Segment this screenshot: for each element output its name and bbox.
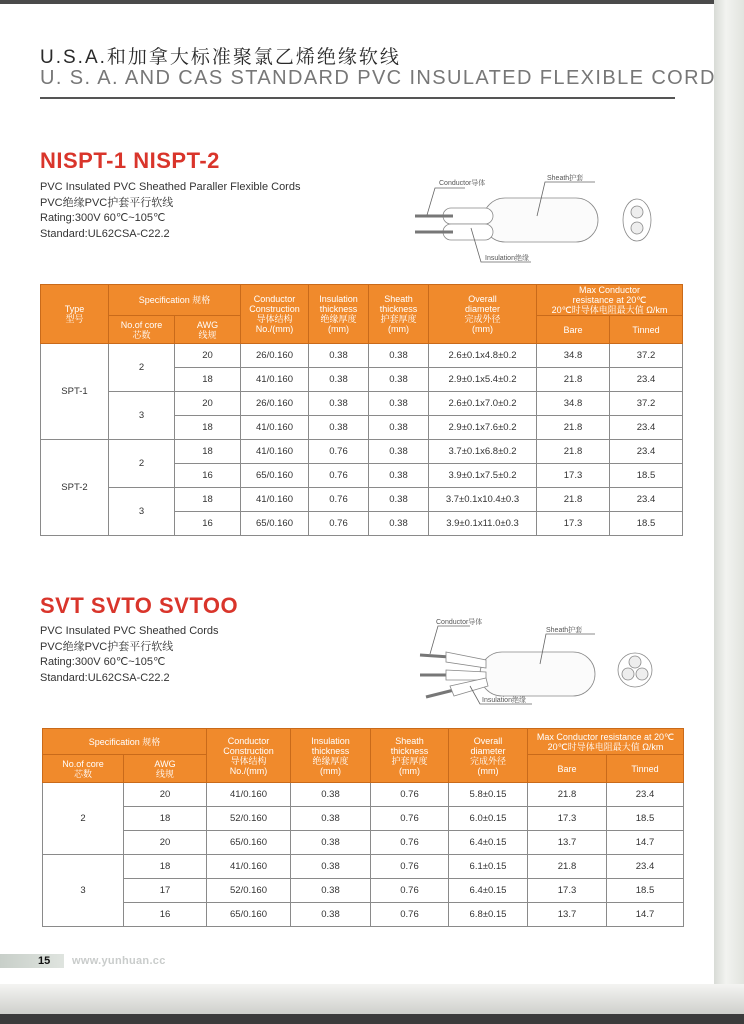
cell-diameter: 3.7±0.1x6.8±0.2 xyxy=(429,440,537,464)
cell-bare: 21.8 xyxy=(537,368,610,392)
cell-diameter: 5.8±0.15 xyxy=(449,783,528,807)
page-title-en: U. S. A. AND CAS STANDARD PVC INSULATED FLEXIBLE CORD xyxy=(40,67,716,89)
cell-conductor: 41/0.160 xyxy=(241,368,309,392)
cell-tinned: 18.5 xyxy=(607,807,684,831)
sheath-label: Sheath护套 xyxy=(547,175,584,182)
cell-diameter: 2.6±0.1x7.0±0.2 xyxy=(429,392,537,416)
cell-diameter: 2.9±0.1x7.6±0.2 xyxy=(429,416,537,440)
sheath-label: Sheath护套 xyxy=(546,627,583,634)
cell-awg: 18 xyxy=(175,368,241,392)
cell-bare: 21.8 xyxy=(528,855,607,879)
col-header-awg: AWG 线规 xyxy=(124,755,207,783)
cell-bare: 34.8 xyxy=(537,344,610,368)
cell-conductor: 41/0.160 xyxy=(207,783,291,807)
cell-insulation: 0.38 xyxy=(291,831,371,855)
cell-bare: 17.3 xyxy=(528,807,607,831)
table-row xyxy=(43,831,684,855)
cell-conductor: 41/0.160 xyxy=(241,488,309,512)
cell-awg: 20 xyxy=(124,783,207,807)
cell-bare: 17.3 xyxy=(537,464,610,488)
cell-bare: 21.8 xyxy=(537,440,610,464)
website-url: www.yunhuan.cc xyxy=(72,955,166,967)
cell-insulation: 0.76 xyxy=(309,440,369,464)
cell-awg: 17 xyxy=(124,879,207,903)
cell-awg: 18 xyxy=(175,416,241,440)
cell-tinned: 23.4 xyxy=(607,855,684,879)
cell-sheath: 0.38 xyxy=(369,392,429,416)
cell-conductor: 41/0.160 xyxy=(241,440,309,464)
conductor-label: Conductor导体 xyxy=(439,180,486,187)
col-header-specification: Specification 规格 xyxy=(109,285,241,316)
cell-conductor: 41/0.160 xyxy=(241,416,309,440)
nispt-spec-table xyxy=(40,284,683,536)
col-header-specification: Specification 规格 xyxy=(43,729,207,755)
cell-sheath: 0.38 xyxy=(369,368,429,392)
cell-awg: 20 xyxy=(175,392,241,416)
table-row xyxy=(43,879,684,903)
cell-bare: 34.8 xyxy=(537,392,610,416)
cell-diameter: 2.6±0.1x4.8±0.2 xyxy=(429,344,537,368)
round-cord-diagram xyxy=(410,612,675,712)
cell-tinned: 37.2 xyxy=(610,392,683,416)
cable-drawing xyxy=(415,182,651,262)
cell-bare: 13.7 xyxy=(528,903,607,927)
table-row xyxy=(41,488,683,512)
cell-insulation: 0.38 xyxy=(309,368,369,392)
section1-desc-line: PVC绝缘PVC护套平行软线 xyxy=(40,196,174,209)
cell-sheath: 0.38 xyxy=(369,416,429,440)
cell-conductor: 41/0.160 xyxy=(207,855,291,879)
cell-diameter: 2.9±0.1x5.4±0.2 xyxy=(429,368,537,392)
col-header-sheath: Sheath thickness 护套厚度 (mm) xyxy=(371,729,449,783)
col-header-conductor: Conductor Construction 导体结构 No./(mm) xyxy=(241,285,309,344)
table-row xyxy=(43,903,684,927)
cell-diameter: 3.7±0.1x10.4±0.3 xyxy=(429,488,537,512)
cell-diameter: 6.4±0.15 xyxy=(449,831,528,855)
section2-desc-line: PVC绝缘PVC护套平行软线 xyxy=(40,640,174,653)
col-header-diameter: Overall diameter 完成外径 (mm) xyxy=(429,285,537,344)
cell-cores: 3 xyxy=(109,488,175,536)
cell-tinned: 37.2 xyxy=(610,344,683,368)
cell-sheath: 0.76 xyxy=(371,879,449,903)
cell-conductor: 52/0.160 xyxy=(207,879,291,903)
page-top-edge xyxy=(0,0,744,4)
cell-cores: 3 xyxy=(109,392,175,440)
cell-awg: 16 xyxy=(124,903,207,927)
cell-insulation: 0.38 xyxy=(309,392,369,416)
cell-sheath: 0.76 xyxy=(371,903,449,927)
cell-sheath: 0.76 xyxy=(371,807,449,831)
section2-title: SVT SVTO SVTOO xyxy=(40,593,239,618)
section1-desc-line: Standard:UL62CSA-C22.2 xyxy=(40,227,170,240)
cell-tinned: 23.4 xyxy=(610,440,683,464)
parallel-cord-diagram xyxy=(405,170,675,270)
cell-type: SPT-1 xyxy=(41,344,109,440)
col-header-cores: No.of core 芯数 xyxy=(109,316,175,344)
cell-conductor: 52/0.160 xyxy=(207,807,291,831)
cell-tinned: 18.5 xyxy=(610,464,683,488)
cell-insulation: 0.38 xyxy=(291,903,371,927)
cell-insulation: 0.38 xyxy=(309,416,369,440)
cell-sheath: 0.76 xyxy=(371,855,449,879)
cell-diameter: 6.0±0.15 xyxy=(449,807,528,831)
cell-bare: 21.8 xyxy=(537,488,610,512)
cell-cores: 2 xyxy=(109,440,175,488)
cell-type: SPT-2 xyxy=(41,440,109,536)
col-header-resistance: Max Conductor resistance at 20℃ 20℃时导体电阻最大值 Ω/km xyxy=(528,729,684,755)
cell-insulation: 0.76 xyxy=(309,488,369,512)
cell-bare: 17.3 xyxy=(537,512,610,536)
section1-description xyxy=(40,180,300,242)
col-header-insulation: Insulation thickness 绝缘厚度 (mm) xyxy=(291,729,371,783)
cell-awg: 18 xyxy=(175,488,241,512)
section2-desc-line: Rating:300V 60℃~105℃ xyxy=(40,656,166,668)
col-header-tinned: Tinned xyxy=(607,755,684,783)
cell-conductor: 26/0.160 xyxy=(241,344,309,368)
cell-sheath: 0.76 xyxy=(371,831,449,855)
cell-awg: 20 xyxy=(124,831,207,855)
cell-sheath: 0.76 xyxy=(371,783,449,807)
cell-tinned: 23.4 xyxy=(610,368,683,392)
cell-sheath: 0.38 xyxy=(369,488,429,512)
cell-cores: 2 xyxy=(43,783,124,855)
cell-conductor: 65/0.160 xyxy=(241,464,309,488)
cell-insulation: 0.38 xyxy=(291,855,371,879)
table-row xyxy=(41,392,683,416)
section2-desc-line: Standard:UL62CSA-C22.2 xyxy=(40,671,170,684)
cell-tinned: 18.5 xyxy=(607,879,684,903)
cell-diameter: 6.4±0.15 xyxy=(449,879,528,903)
svt-spec-table xyxy=(42,728,684,927)
col-header-cores: No.of core 芯数 xyxy=(43,755,124,783)
cell-awg: 16 xyxy=(175,512,241,536)
cell-tinned: 23.4 xyxy=(610,416,683,440)
cell-insulation: 0.38 xyxy=(291,807,371,831)
title-divider xyxy=(40,97,675,99)
cell-awg: 18 xyxy=(175,440,241,464)
section1-desc-line: PVC Insulated PVC Sheathed Paraller Flexible Cords xyxy=(40,181,301,193)
cell-insulation: 0.38 xyxy=(291,879,371,903)
col-header-diameter: Overall diameter 完成外径 (mm) xyxy=(449,729,528,783)
table-row xyxy=(41,440,683,464)
col-header-tinned: Tinned xyxy=(610,316,683,344)
cell-tinned: 14.7 xyxy=(607,831,684,855)
cell-insulation: 0.38 xyxy=(291,783,371,807)
cell-sheath: 0.38 xyxy=(369,464,429,488)
cell-awg: 18 xyxy=(124,807,207,831)
cell-conductor: 65/0.160 xyxy=(207,831,291,855)
cell-awg: 16 xyxy=(175,464,241,488)
col-header-resistance: Max Conductor resistance at 20℃ 20℃时导体电阻最大值 Ω/km xyxy=(537,285,683,316)
page-bottom-edge xyxy=(0,984,744,1014)
conductor-label: Conductor导体 xyxy=(436,619,483,626)
col-header-bare: Bare xyxy=(537,316,610,344)
table-row xyxy=(43,855,684,879)
table-row xyxy=(43,807,684,831)
cell-diameter: 3.9±0.1x7.5±0.2 xyxy=(429,464,537,488)
cell-conductor: 65/0.160 xyxy=(207,903,291,927)
col-header-awg: AWG 线规 xyxy=(175,316,241,344)
section1-title: NISPT-1 NISPT-2 xyxy=(40,148,220,173)
cell-diameter: 6.1±0.15 xyxy=(449,855,528,879)
page-number: 15 xyxy=(38,955,51,967)
cell-sheath: 0.38 xyxy=(369,344,429,368)
cell-awg: 18 xyxy=(124,855,207,879)
section1-desc-line: Rating:300V 60℃~105℃ xyxy=(40,212,166,224)
col-header-bare: Bare xyxy=(528,755,607,783)
section2-desc-line: PVC Insulated PVC Sheathed Cords xyxy=(40,625,219,637)
col-header-insulation: Insulation thickness 绝缘厚度 (mm) xyxy=(309,285,369,344)
cell-diameter: 3.9±0.1x11.0±0.3 xyxy=(429,512,537,536)
cell-bare: 13.7 xyxy=(528,831,607,855)
cell-bare: 21.8 xyxy=(537,416,610,440)
col-header-conductor: Conductor Construction 导体结构 No./(mm) xyxy=(207,729,291,783)
cell-conductor: 26/0.160 xyxy=(241,392,309,416)
cell-tinned: 18.5 xyxy=(610,512,683,536)
cell-bare: 17.3 xyxy=(528,879,607,903)
book-spine-shadow xyxy=(714,0,744,1014)
cell-sheath: 0.38 xyxy=(369,440,429,464)
cell-insulation: 0.38 xyxy=(309,344,369,368)
cable-drawing xyxy=(420,626,652,704)
cell-tinned: 23.4 xyxy=(610,488,683,512)
cell-tinned: 23.4 xyxy=(607,783,684,807)
cell-cores: 3 xyxy=(43,855,124,927)
cell-bare: 21.8 xyxy=(528,783,607,807)
cell-cores: 2 xyxy=(109,344,175,392)
insulation-label: Insulation绝缘 xyxy=(485,255,529,262)
col-header-sheath: Sheath thickness 护套厚度 (mm) xyxy=(369,285,429,344)
scan-bottom-edge xyxy=(0,1014,744,1024)
insulation-label: Insulation绝缘 xyxy=(482,697,526,704)
cell-conductor: 65/0.160 xyxy=(241,512,309,536)
page-number-tab xyxy=(0,954,64,968)
cell-tinned: 14.7 xyxy=(607,903,684,927)
page-title-cn: U.S.A.和加拿大标准聚氯乙烯绝缘软线 xyxy=(40,47,401,68)
cell-insulation: 0.76 xyxy=(309,464,369,488)
col-header-type: Type 型号 xyxy=(41,285,109,344)
cell-insulation: 0.76 xyxy=(309,512,369,536)
cell-awg: 20 xyxy=(175,344,241,368)
section2-description xyxy=(40,624,219,686)
table-row xyxy=(43,783,684,807)
table-row xyxy=(41,344,683,368)
cell-sheath: 0.38 xyxy=(369,512,429,536)
cell-diameter: 6.8±0.15 xyxy=(449,903,528,927)
